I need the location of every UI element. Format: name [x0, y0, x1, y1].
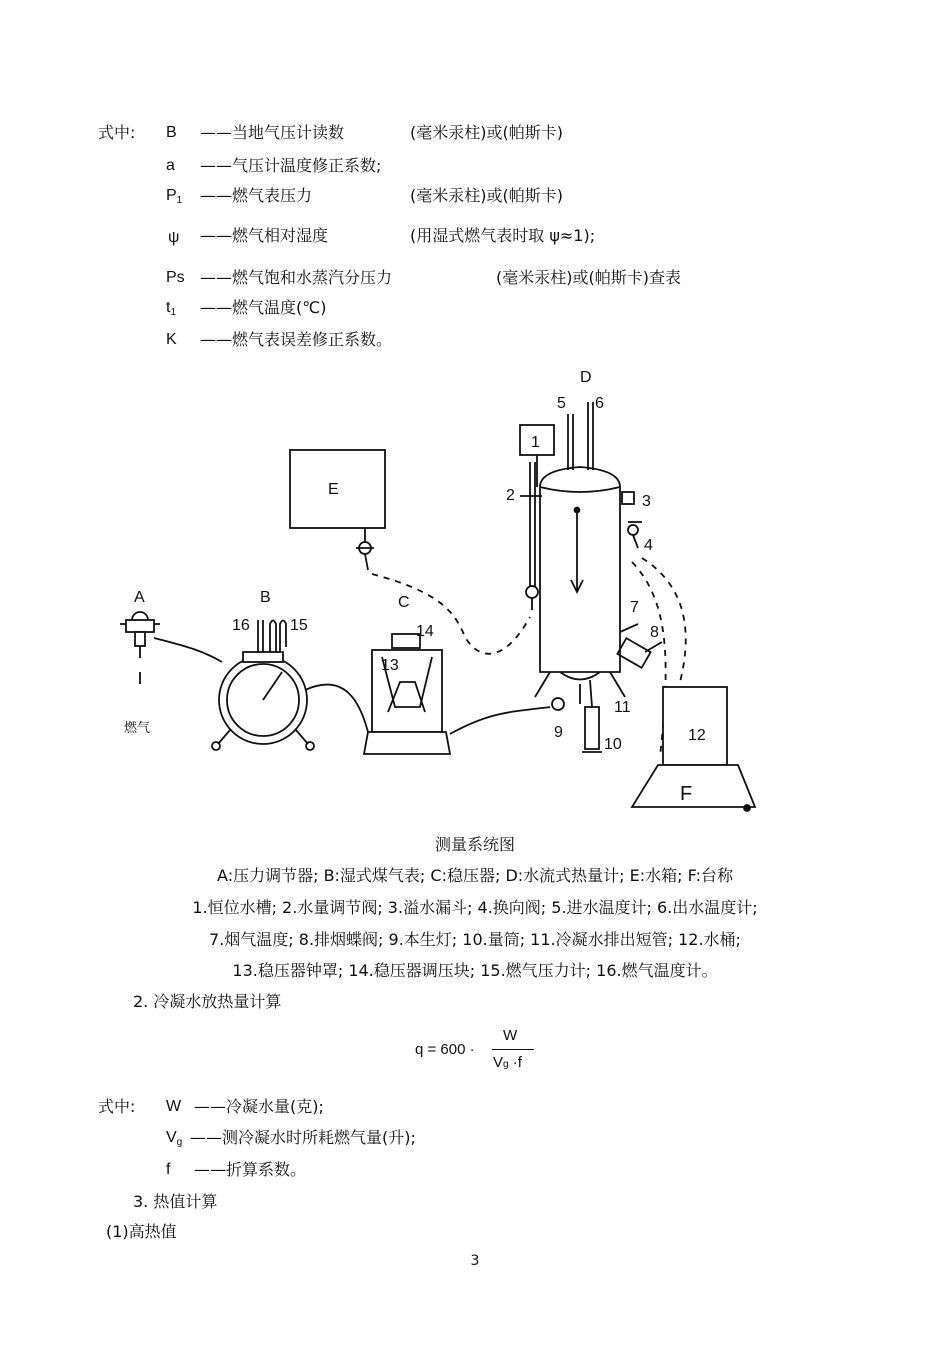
legend-line-1: A:压力调节器; B:湿式煤气表; C:稳压器; D:水流式热量计; E:水箱; F:台称	[217, 866, 733, 885]
label-C: C	[398, 594, 410, 611]
symbol-t1-main: t	[166, 299, 171, 316]
formula-denominator	[493, 1054, 522, 1071]
label-A: A	[134, 589, 145, 606]
measurement-system-diagram	[110, 362, 760, 822]
symbol-psi: ψ	[168, 229, 180, 246]
label-12: 12	[688, 727, 706, 744]
label-F: F	[680, 783, 693, 805]
page-number: 3	[470, 1253, 480, 1269]
label-D: D	[580, 369, 592, 386]
legend-line-4: 13.稳压器钟罩; 14.稳压器调压块; 15.燃气压力计; 16.燃气温度计。	[232, 961, 718, 980]
desc-f: ——折算系数。	[194, 1160, 307, 1179]
desc-a: ——气压计温度修正系数;	[200, 156, 382, 175]
label-1: 1	[531, 434, 540, 451]
definitions2-prefix: 式中:	[98, 1097, 136, 1116]
desc-t1: ——燃气温度(℃)	[200, 298, 327, 317]
desc-Ps: ——燃气饱和水蒸汽分压力	[200, 268, 393, 287]
symbol-Ps: Ps	[166, 269, 185, 286]
label-2: 2	[506, 487, 515, 504]
section-3-heading: 3. 热值计算	[133, 1192, 218, 1211]
formula-numerator: W	[503, 1027, 518, 1044]
section-2-heading: 2. 冷凝水放热量计算	[133, 992, 282, 1011]
symbol-t1	[166, 298, 176, 320]
formula-den-sub: g	[503, 1059, 509, 1070]
label-B: B	[260, 589, 271, 606]
label-9: 9	[554, 724, 563, 741]
calorimeter-D	[540, 467, 620, 672]
label-3: 3	[642, 493, 651, 510]
label-11: 11	[614, 699, 631, 716]
legend-line-2: 1.恒位水槽; 2.水量调节阀; 3.溢水漏斗; 4.换向阀; 5.进水温度计; 6.出水温度计;	[192, 898, 758, 917]
unit-P1: (毫米汞柱)或(帕斯卡)	[410, 186, 563, 205]
label-15: 15	[290, 617, 308, 634]
unit-B: (毫米汞柱)或(帕斯卡)	[410, 123, 563, 142]
scale-F	[632, 765, 755, 807]
desc-Vg: ——测冷凝水时所耗燃气量(升);	[190, 1128, 416, 1147]
label-7: 7	[630, 599, 639, 616]
desc-P1: ——燃气表压力	[200, 186, 313, 205]
label-5: 5	[557, 395, 566, 412]
formula-den-v: V	[493, 1054, 504, 1071]
symbol-P1-sub: 1	[176, 195, 183, 206]
legend-line-3: 7.烟气温度; 8.排烟蝶阀; 9.本生灯; 10.量筒; 11.冷凝水排出短管; 12.水桶;	[209, 930, 741, 949]
fraction-bar	[492, 1049, 534, 1050]
definitions-prefix: 式中:	[98, 123, 136, 142]
symbol-P1	[166, 186, 182, 208]
label-14: 14	[416, 623, 434, 640]
formula-den-rest: ·f	[508, 1054, 522, 1071]
water-bucket	[663, 687, 727, 765]
symbol-W: W	[166, 1098, 182, 1115]
label-gas: 燃气	[124, 721, 151, 736]
label-10: 10	[604, 736, 622, 753]
label-6: 6	[595, 395, 604, 412]
formula-lhs: q = 600 ·	[415, 1041, 475, 1058]
desc-psi: ——燃气相对湿度	[200, 226, 329, 245]
desc-B: ——当地气压计读数	[200, 123, 345, 142]
label-4: 4	[644, 537, 653, 554]
symbol-t1-sub: 1	[170, 307, 177, 318]
symbol-B: B	[166, 124, 177, 141]
desc-K: ——燃气表误差修正系数。	[200, 330, 393, 349]
symbol-K: K	[166, 331, 177, 348]
unit-Ps: (毫米汞柱)或(帕斯卡)查表	[496, 268, 681, 287]
desc-W: ——冷凝水量(克);	[194, 1097, 324, 1116]
label-16: 16	[232, 617, 250, 634]
symbol-f: f	[166, 1161, 171, 1178]
symbol-P1-main: P	[166, 187, 177, 204]
section-3-sub: (1)高热值	[106, 1222, 177, 1241]
unit-psi: (用湿式燃气表时取 ψ≈1);	[410, 226, 596, 245]
symbol-a: a	[166, 157, 175, 174]
label-E: E	[328, 481, 339, 498]
label-8: 8	[650, 624, 659, 641]
symbol-Vg-sub: g	[176, 1137, 183, 1148]
formula-q	[415, 1027, 555, 1077]
symbol-Vg	[166, 1128, 182, 1150]
figure-title: 测量系统图	[434, 835, 515, 854]
label-13: 13	[381, 657, 399, 674]
symbol-Vg-main: V	[166, 1129, 177, 1146]
